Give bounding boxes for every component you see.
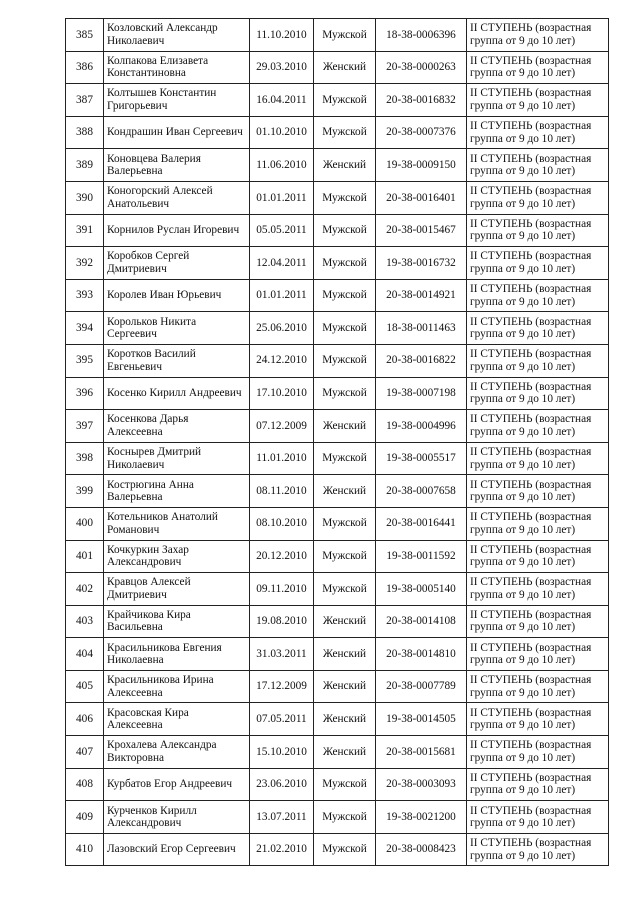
uin-number: 19-38-0011592 xyxy=(376,540,467,573)
row-number: 405 xyxy=(66,670,104,703)
row-number: 386 xyxy=(66,51,104,84)
birth-date: 31.03.2011 xyxy=(250,638,314,671)
row-number: 395 xyxy=(66,344,104,377)
row-number: 389 xyxy=(66,149,104,182)
gto-level: II СТУПЕНЬ (возрастная группа от 9 до 10 лет) xyxy=(467,605,609,638)
uin-number: 20-38-0015467 xyxy=(376,214,467,247)
gto-level: II СТУПЕНЬ (возрастная группа от 9 до 10 лет) xyxy=(467,312,609,345)
row-number: 394 xyxy=(66,312,104,345)
gender: Мужской xyxy=(314,442,376,475)
table-row xyxy=(66,540,609,573)
participant-name: Коногорский Алексей Анатольевич xyxy=(104,181,250,214)
uin-number: 20-38-0008423 xyxy=(376,833,467,866)
gto-level: II СТУПЕНЬ (возрастная группа от 9 до 10 лет) xyxy=(467,377,609,410)
gender: Мужской xyxy=(314,540,376,573)
participant-name: Кравцов Алексей Дмитриевич xyxy=(104,573,250,606)
birth-date: 29.03.2010 xyxy=(250,51,314,84)
gto-level: II СТУПЕНЬ (возрастная группа от 9 до 10 лет) xyxy=(467,19,609,52)
table-row xyxy=(66,84,609,117)
table-row xyxy=(66,833,609,866)
uin-number: 18-38-0006396 xyxy=(376,19,467,52)
participant-name: Кондрашин Иван Сергеевич xyxy=(104,116,250,149)
uin-number: 19-38-0007198 xyxy=(376,377,467,410)
gender: Мужской xyxy=(314,84,376,117)
birth-date: 23.06.2010 xyxy=(250,768,314,801)
row-number: 390 xyxy=(66,181,104,214)
participant-name: Корнилов Руслан Игоревич xyxy=(104,214,250,247)
participant-name: Косенко Кирилл Андреевич xyxy=(104,377,250,410)
uin-number: 20-38-0007376 xyxy=(376,116,467,149)
uin-number: 18-38-0011463 xyxy=(376,312,467,345)
participant-name: Коснырев Дмитрий Николаевич xyxy=(104,442,250,475)
uin-number: 20-38-0014921 xyxy=(376,279,467,312)
participant-name: Коновцева Валерия Валерьевна xyxy=(104,149,250,182)
gender: Мужской xyxy=(314,181,376,214)
uin-number: 20-38-0007658 xyxy=(376,475,467,508)
row-number: 398 xyxy=(66,442,104,475)
gto-level: II СТУПЕНЬ (возрастная группа от 9 до 10 лет) xyxy=(467,247,609,280)
gto-level: II СТУПЕНЬ (возрастная группа от 9 до 10 лет) xyxy=(467,214,609,247)
uin-number: 20-38-0016832 xyxy=(376,84,467,117)
participant-name: Красильникова Евгения Николаевна xyxy=(104,638,250,671)
gto-level: II СТУПЕНЬ (возрастная группа от 9 до 10 лет) xyxy=(467,736,609,769)
gender: Женский xyxy=(314,475,376,508)
gender: Мужской xyxy=(314,768,376,801)
uin-number: 20-38-0014810 xyxy=(376,638,467,671)
birth-date: 15.10.2010 xyxy=(250,736,314,769)
row-number: 403 xyxy=(66,605,104,638)
gender: Мужской xyxy=(314,279,376,312)
gto-level: II СТУПЕНЬ (возрастная группа от 9 до 10 лет) xyxy=(467,768,609,801)
gto-level: II СТУПЕНЬ (возрастная группа от 9 до 10 лет) xyxy=(467,833,609,866)
participant-name: Колпакова Елизавета Константиновна xyxy=(104,51,250,84)
participant-name: Корольков Никита Сергеевич xyxy=(104,312,250,345)
row-number: 385 xyxy=(66,19,104,52)
participant-name: Котельников Анатолий Романович xyxy=(104,507,250,540)
gender: Мужской xyxy=(314,377,376,410)
participant-name: Колтышев Константин Григорьевич xyxy=(104,84,250,117)
gender: Мужской xyxy=(314,312,376,345)
gto-level: II СТУПЕНЬ (возрастная группа от 9 до 10 лет) xyxy=(467,442,609,475)
table-row xyxy=(66,116,609,149)
gender: Женский xyxy=(314,638,376,671)
uin-number: 19-38-0016732 xyxy=(376,247,467,280)
row-number: 393 xyxy=(66,279,104,312)
table-row xyxy=(66,377,609,410)
gto-level: II СТУПЕНЬ (возрастная группа от 9 до 10 лет) xyxy=(467,540,609,573)
table-row xyxy=(66,51,609,84)
birth-date: 24.12.2010 xyxy=(250,344,314,377)
uin-number: 20-38-0016822 xyxy=(376,344,467,377)
row-number: 400 xyxy=(66,507,104,540)
row-number: 392 xyxy=(66,247,104,280)
uin-number: 20-38-0000263 xyxy=(376,51,467,84)
table-row xyxy=(66,19,609,52)
table-row xyxy=(66,312,609,345)
birth-date: 16.04.2011 xyxy=(250,84,314,117)
birth-date: 07.12.2009 xyxy=(250,410,314,443)
birth-date: 01.01.2011 xyxy=(250,181,314,214)
table-row xyxy=(66,344,609,377)
birth-date: 08.10.2010 xyxy=(250,507,314,540)
gender: Женский xyxy=(314,670,376,703)
birth-date: 09.11.2010 xyxy=(250,573,314,606)
participant-name: Курченков Кирилл Александрович xyxy=(104,801,250,834)
gender: Женский xyxy=(314,149,376,182)
row-number: 396 xyxy=(66,377,104,410)
table-row xyxy=(66,736,609,769)
gto-level: II СТУПЕНЬ (возрастная группа от 9 до 10 лет) xyxy=(467,279,609,312)
birth-date: 21.02.2010 xyxy=(250,833,314,866)
gender: Женский xyxy=(314,736,376,769)
table-row xyxy=(66,149,609,182)
table-row xyxy=(66,214,609,247)
row-number: 410 xyxy=(66,833,104,866)
birth-date: 17.10.2010 xyxy=(250,377,314,410)
birth-date: 19.08.2010 xyxy=(250,605,314,638)
gto-level: II СТУПЕНЬ (возрастная группа от 9 до 10 лет) xyxy=(467,344,609,377)
gender: Мужской xyxy=(314,214,376,247)
table-row xyxy=(66,181,609,214)
gto-level: II СТУПЕНЬ (возрастная группа от 9 до 10 лет) xyxy=(467,475,609,508)
gender: Мужской xyxy=(314,344,376,377)
gto-level: II СТУПЕНЬ (возрастная группа от 9 до 10 лет) xyxy=(467,703,609,736)
table-row xyxy=(66,573,609,606)
gender: Мужской xyxy=(314,116,376,149)
row-number: 401 xyxy=(66,540,104,573)
birth-date: 12.04.2011 xyxy=(250,247,314,280)
uin-number: 20-38-0016441 xyxy=(376,507,467,540)
uin-number: 20-38-0015681 xyxy=(376,736,467,769)
birth-date: 11.01.2010 xyxy=(250,442,314,475)
gender: Мужской xyxy=(314,833,376,866)
gto-level: II СТУПЕНЬ (возрастная группа от 9 до 10 лет) xyxy=(467,149,609,182)
participant-name: Косенкова Дарья Алексеевна xyxy=(104,410,250,443)
table-row xyxy=(66,247,609,280)
table-row xyxy=(66,475,609,508)
birth-date: 13.07.2011 xyxy=(250,801,314,834)
row-number: 408 xyxy=(66,768,104,801)
row-number: 388 xyxy=(66,116,104,149)
birth-date: 17.12.2009 xyxy=(250,670,314,703)
row-number: 402 xyxy=(66,573,104,606)
gto-level: II СТУПЕНЬ (возрастная группа от 9 до 10 лет) xyxy=(467,410,609,443)
uin-number: 20-38-0007789 xyxy=(376,670,467,703)
uin-number: 19-38-0009150 xyxy=(376,149,467,182)
participant-name: Крохалева Александра Викторовна xyxy=(104,736,250,769)
participant-name: Лазовский Егор Сергеевич xyxy=(104,833,250,866)
uin-number: 19-38-0014505 xyxy=(376,703,467,736)
row-number: 404 xyxy=(66,638,104,671)
table-row xyxy=(66,801,609,834)
birth-date: 11.06.2010 xyxy=(250,149,314,182)
birth-date: 01.01.2011 xyxy=(250,279,314,312)
participant-name: Кочкуркин Захар Александрович xyxy=(104,540,250,573)
row-number: 397 xyxy=(66,410,104,443)
gto-level: II СТУПЕНЬ (возрастная группа от 9 до 10 лет) xyxy=(467,573,609,606)
gender: Женский xyxy=(314,51,376,84)
gender: Мужской xyxy=(314,507,376,540)
table-row xyxy=(66,638,609,671)
participant-name: Крайчикова Кира Васильевна xyxy=(104,605,250,638)
table-row xyxy=(66,279,609,312)
row-number: 387 xyxy=(66,84,104,117)
uin-number: 19-38-0021200 xyxy=(376,801,467,834)
participant-name: Красовская Кира Алексеевна xyxy=(104,703,250,736)
table-row xyxy=(66,605,609,638)
participant-name: Коротков Василий Евгеньевич xyxy=(104,344,250,377)
table-row xyxy=(66,768,609,801)
participants-table xyxy=(65,18,609,866)
participant-name: Курбатов Егор Андреевич xyxy=(104,768,250,801)
gender: Мужской xyxy=(314,801,376,834)
gender: Мужской xyxy=(314,247,376,280)
row-number: 407 xyxy=(66,736,104,769)
table-row xyxy=(66,670,609,703)
participant-name: Козловский Александр Николаевич xyxy=(104,19,250,52)
gender: Женский xyxy=(314,605,376,638)
birth-date: 01.10.2010 xyxy=(250,116,314,149)
table-row xyxy=(66,507,609,540)
birth-date: 05.05.2011 xyxy=(250,214,314,247)
gender: Мужской xyxy=(314,19,376,52)
uin-number: 20-38-0014108 xyxy=(376,605,467,638)
uin-number: 19-38-0005140 xyxy=(376,573,467,606)
row-number: 409 xyxy=(66,801,104,834)
gto-level: II СТУПЕНЬ (возрастная группа от 9 до 10 лет) xyxy=(467,670,609,703)
birth-date: 08.11.2010 xyxy=(250,475,314,508)
gender: Женский xyxy=(314,410,376,443)
table-body xyxy=(66,19,609,866)
gto-level: II СТУПЕНЬ (возрастная группа от 9 до 10 лет) xyxy=(467,51,609,84)
uin-number: 19-38-0004996 xyxy=(376,410,467,443)
gto-level: II СТУПЕНЬ (возрастная группа от 9 до 10 лет) xyxy=(467,181,609,214)
gender: Женский xyxy=(314,703,376,736)
birth-date: 25.06.2010 xyxy=(250,312,314,345)
row-number: 391 xyxy=(66,214,104,247)
participant-name: Кострюгина Анна Валерьевна xyxy=(104,475,250,508)
table-row xyxy=(66,410,609,443)
participant-name: Королев Иван Юрьевич xyxy=(104,279,250,312)
uin-number: 20-38-0016401 xyxy=(376,181,467,214)
row-number: 406 xyxy=(66,703,104,736)
gto-level: II СТУПЕНЬ (возрастная группа от 9 до 10 лет) xyxy=(467,84,609,117)
gto-level: II СТУПЕНЬ (возрастная группа от 9 до 10 лет) xyxy=(467,638,609,671)
gto-level: II СТУПЕНЬ (возрастная группа от 9 до 10 лет) xyxy=(467,116,609,149)
table-row xyxy=(66,703,609,736)
participant-name: Коробков Сергей Дмитриевич xyxy=(104,247,250,280)
gto-level: II СТУПЕНЬ (возрастная группа от 9 до 10 лет) xyxy=(467,801,609,834)
gender: Мужской xyxy=(314,573,376,606)
birth-date: 11.10.2010 xyxy=(250,19,314,52)
uin-number: 19-38-0005517 xyxy=(376,442,467,475)
gto-level: II СТУПЕНЬ (возрастная группа от 9 до 10 лет) xyxy=(467,507,609,540)
uin-number: 20-38-0003093 xyxy=(376,768,467,801)
birth-date: 07.05.2011 xyxy=(250,703,314,736)
row-number: 399 xyxy=(66,475,104,508)
birth-date: 20.12.2010 xyxy=(250,540,314,573)
participant-name: Красильникова Ирина Алексеевна xyxy=(104,670,250,703)
table-row xyxy=(66,442,609,475)
